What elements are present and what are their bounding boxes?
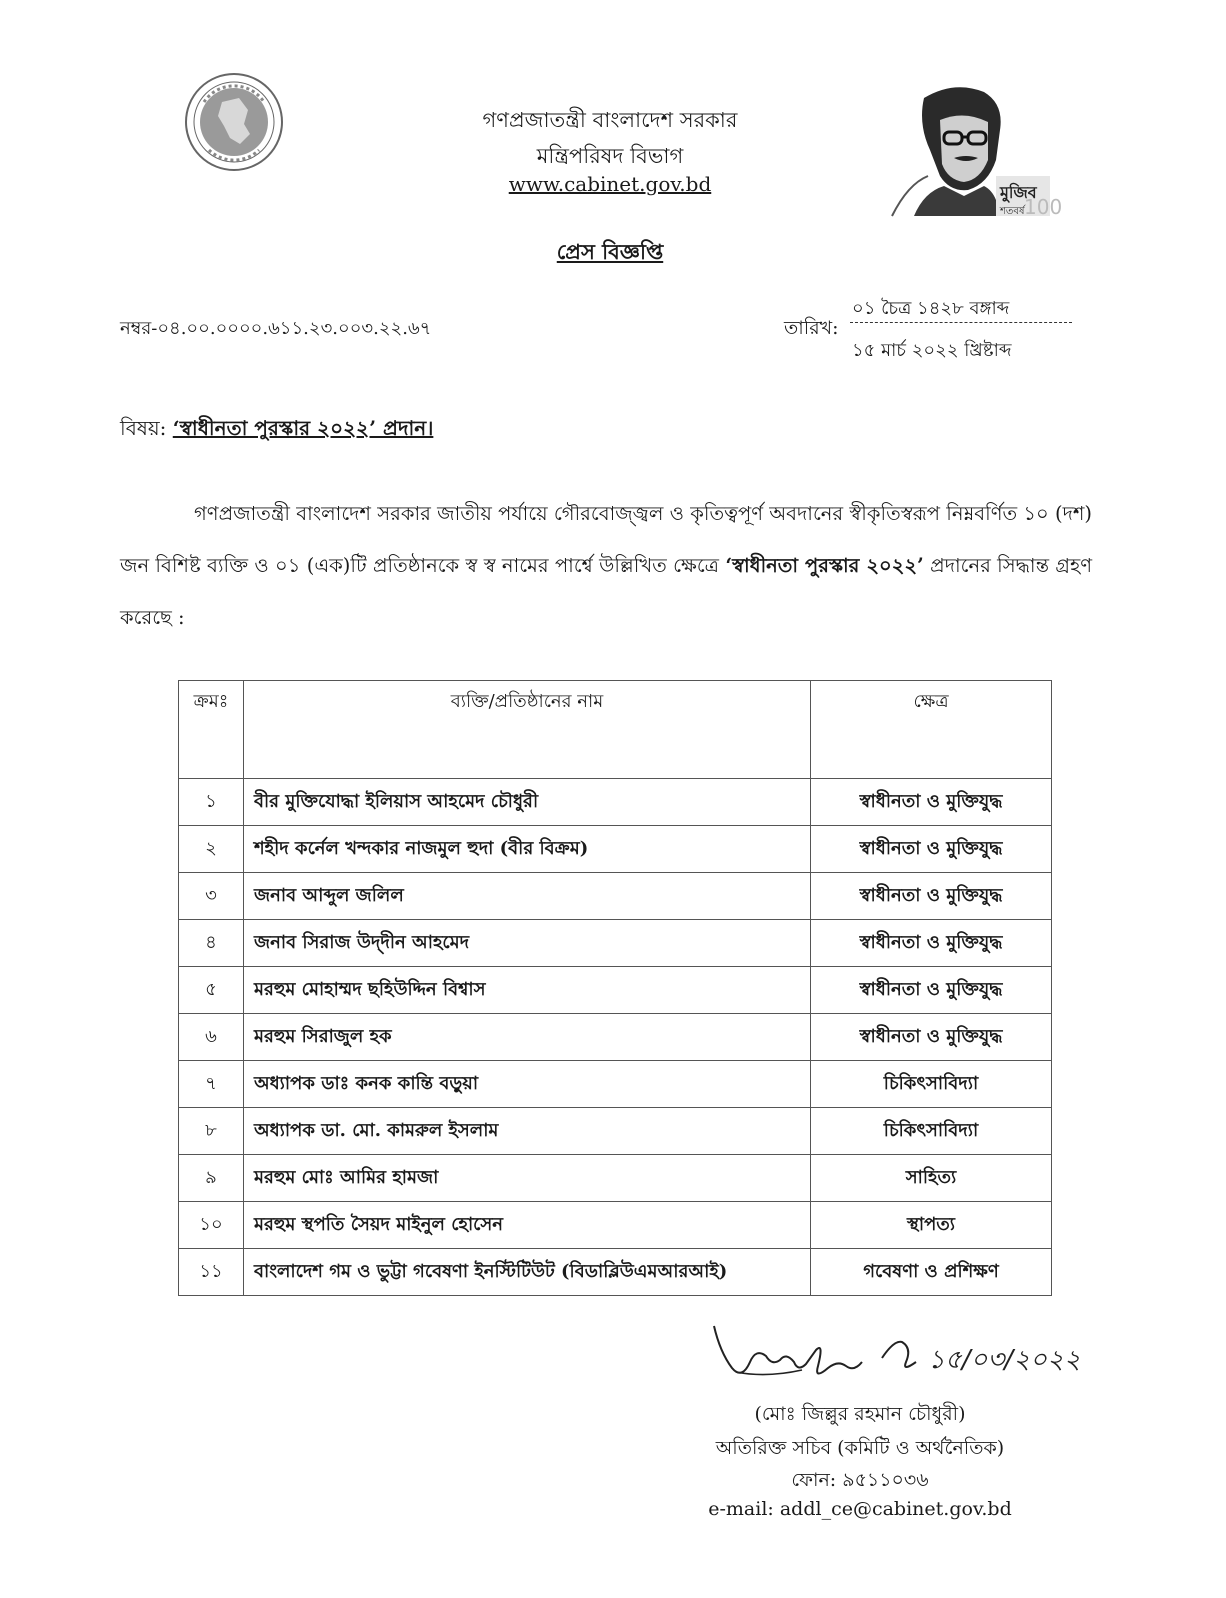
- row-name: মরহুম মোহাম্মদ ছহিউদ্দিন বিশ্বাস: [244, 967, 811, 1014]
- row-serial: ১: [179, 779, 244, 826]
- signatory-name: (মোঃ জিল্লুর রহমান চৌধুরী): [754, 1403, 966, 1425]
- date-label: তারিখ:: [784, 317, 839, 339]
- row-name: মরহুম সিরাজুল হক: [244, 1014, 811, 1061]
- row-serial: ১০: [179, 1202, 244, 1249]
- table-row: [179, 1202, 1052, 1249]
- svg-text:100: 100: [1024, 195, 1063, 219]
- signature-date: ১৫/০৩/২০২২: [928, 1345, 1081, 1375]
- body-text-highlight: ‘স্বাধীনতা পুরস্কার ২০২২’: [725, 554, 924, 577]
- row-name: জনাব আব্দুল জলিল: [244, 873, 811, 920]
- row-field: স্বাধীনতা ও মুক্তিযুদ্ধ: [811, 967, 1052, 1014]
- body-text-part1: গণপ্রজাতন্ত্রী বাংলাদেশ সরকার জাতীয় পর্যায়ে গৌরবোজ্জ্বল ও কৃতিত্বপূর্ণ অবদানের স্বীকৃতিস্বরূপ নিম্নবর্ণিত ১০ (দশ) জন বিশিষ্ট ব্যক্তি ও ০১ (এক)টি প্রতিষ্ঠানকে স্ব স্ব নামের পার্শ্বে উল্লিখিত ক্ষেত্রে: [120, 502, 1092, 577]
- svg-text:শতবর্ষ: শতবর্ষ: [1000, 206, 1025, 217]
- table-row: [179, 873, 1052, 920]
- signatory-phone: ফোন: ৯৫১১০৩৬: [791, 1469, 929, 1491]
- row-serial: ৯: [179, 1155, 244, 1202]
- row-field: স্বাধীনতা ও মুক্তিযুদ্ধ: [811, 873, 1052, 920]
- signatory-email[interactable]: e-mail: addl_ce@cabinet.gov.bd: [708, 1498, 1012, 1520]
- column-header-serial: ক্রমঃ: [179, 681, 244, 779]
- table-row: [179, 826, 1052, 873]
- table-row: [179, 1061, 1052, 1108]
- table-row: [179, 967, 1052, 1014]
- column-header-name: ব্যক্তি/প্রতিষ্ঠানের নাম: [244, 681, 811, 779]
- row-name: অধ্যাপক ডাঃ কনক কান্তি বড়ুয়া: [244, 1061, 811, 1108]
- subject-label: বিষয়:: [120, 416, 167, 440]
- table-row: [179, 1108, 1052, 1155]
- row-field: চিকিৎসাবিদ্যা: [811, 1108, 1052, 1155]
- column-header-field: ক্ষেত্র: [811, 681, 1052, 779]
- row-name: বাংলাদেশ গম ও ভুট্টা গবেষণা ইনস্টিটিউট (বিডাব্লিউএমআরআই): [244, 1249, 811, 1296]
- signatory-designation: অতিরিক্ত সচিব (কমিটি ও অর্থনৈতিক): [715, 1437, 1005, 1459]
- row-field: সাহিত্য: [811, 1155, 1052, 1202]
- row-serial: ৪: [179, 920, 244, 967]
- date-bangla: ০১ চৈত্র ১৪২৮ বঙ্গাব্দ: [852, 298, 1010, 319]
- handwritten-signature: [706, 1322, 1096, 1400]
- table-row: [179, 1155, 1052, 1202]
- row-serial: ৩: [179, 873, 244, 920]
- row-field: গবেষণা ও প্রশিক্ষণ: [811, 1249, 1052, 1296]
- table-row: [179, 920, 1052, 967]
- row-field: চিকিৎসাবিদ্যা: [811, 1061, 1052, 1108]
- body-text-part2: প্রদানের সিদ্ধান্ত গ্রহণ করেছে :: [120, 554, 1093, 629]
- header-government-name: গণপ্রজাতন্ত্রী বাংলাদেশ সরকার: [482, 108, 738, 132]
- row-field: স্বাধীনতা ও মুক্তিযুদ্ধ: [811, 1014, 1052, 1061]
- table-row: [179, 1249, 1052, 1296]
- table-header-row: [179, 681, 1052, 779]
- subject-line: [120, 414, 433, 447]
- row-name: মরহুম মোঃ আমির হামজা: [244, 1155, 811, 1202]
- table-row: [179, 779, 1052, 826]
- memo-number: নম্বর-০৪.০০.০০০০.৬১১.২৩.০০৩.২২.৬৭: [120, 318, 432, 339]
- row-field: স্থাপত্য: [811, 1202, 1052, 1249]
- row-field: স্বাধীনতা ও মুক্তিযুদ্ধ: [811, 779, 1052, 826]
- row-name: জনাব সিরাজ উদ্‌দীন আহমেদ: [244, 920, 811, 967]
- row-serial: ১১: [179, 1249, 244, 1296]
- table-row: [179, 1014, 1052, 1061]
- row-serial: ৭: [179, 1061, 244, 1108]
- row-field: স্বাধীনতা ও মুক্তিযুদ্ধ: [811, 920, 1052, 967]
- row-name: মরহুম স্থপতি সৈয়দ মাইনুল হোসেন: [244, 1202, 811, 1249]
- award-table: [178, 680, 1052, 1296]
- row-serial: ৫: [179, 967, 244, 1014]
- row-serial: ২: [179, 826, 244, 873]
- date-divider: [850, 322, 1072, 323]
- date-gregorian: ১৫ মার্চ ২০২২ খ্রিষ্টাব্দ: [852, 340, 1012, 361]
- header-division-name: মন্ত্রিপরিষদ বিভাগ: [536, 144, 684, 168]
- row-serial: ৬: [179, 1014, 244, 1061]
- row-name: অধ্যাপক ডা. মো. কামরুল ইসলাম: [244, 1108, 811, 1155]
- row-serial: ৮: [179, 1108, 244, 1155]
- subject-value: ‘স্বাধীনতা পুরস্কার ২০২২’ প্রদান।: [172, 416, 434, 440]
- svg-text:মুজিব: মুজিব: [1000, 183, 1037, 202]
- mujib-100-portrait-icon: [884, 80, 1063, 220]
- row-field: স্বাধীনতা ও মুক্তিযুদ্ধ: [811, 826, 1052, 873]
- row-name: বীর মুক্তিযোদ্ধা ইলিয়াস আহমেদ চৌধুরী: [244, 779, 811, 826]
- document-title: প্রেস বিজ্ঞপ্তি: [556, 239, 664, 264]
- body-paragraph: [120, 488, 1092, 644]
- row-name: শহীদ কর্নেল খন্দকার নাজমুল হুদা (বীর বিক্রম): [244, 826, 811, 873]
- government-seal-icon: [184, 72, 284, 172]
- header-website-link[interactable]: www.cabinet.gov.bd: [508, 172, 712, 196]
